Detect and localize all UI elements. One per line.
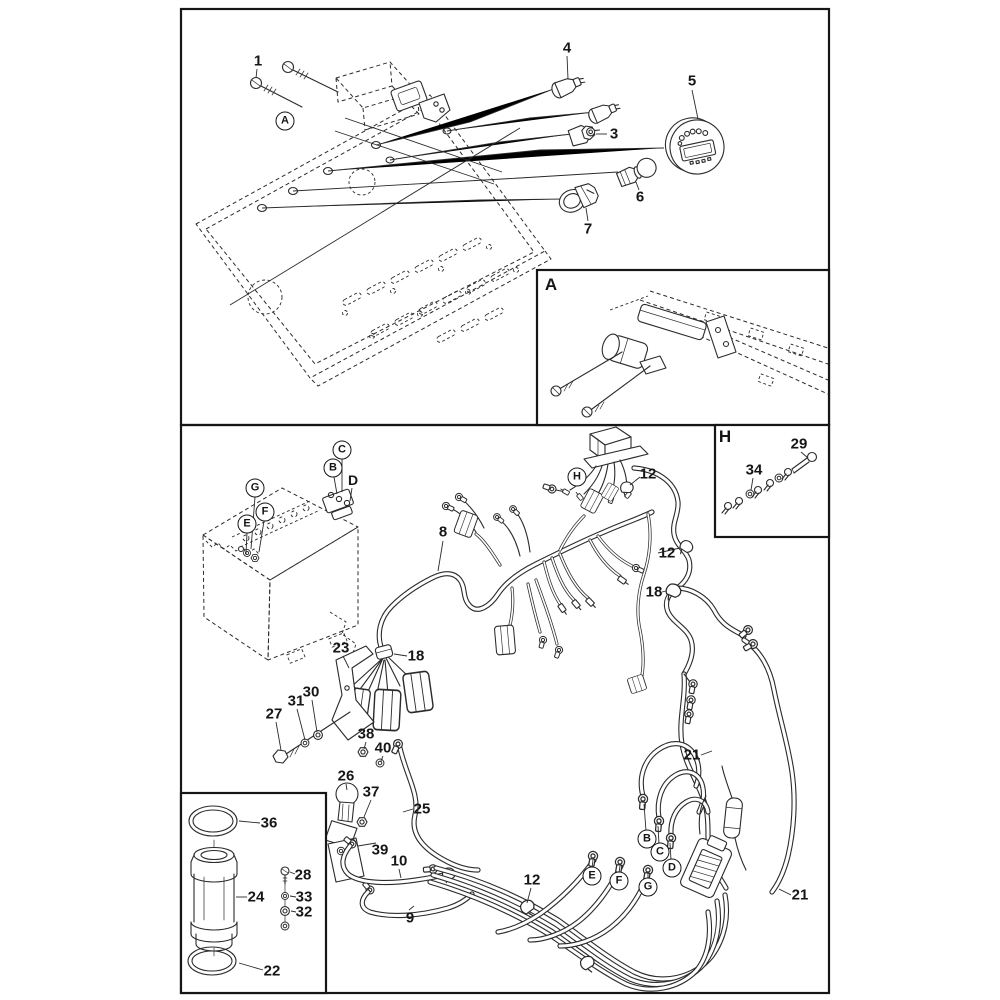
callout-26: 26: [337, 767, 355, 785]
gauge-5: [660, 112, 729, 180]
callout-5: 5: [687, 72, 697, 90]
callout-circled-C: C: [651, 843, 670, 862]
callout-39: 39: [371, 841, 389, 859]
callout-4: 4: [562, 39, 572, 57]
callout-34: 34: [745, 461, 763, 479]
callout-25: 25: [413, 800, 431, 818]
callout-12: 12: [523, 871, 541, 889]
clamp-18: [375, 644, 394, 660]
callout-A: A: [544, 275, 558, 294]
battery-negative-terminal: [239, 547, 260, 562]
screw-1: [251, 78, 303, 108]
callout-22: 22: [263, 962, 281, 980]
switch-2: [587, 99, 622, 125]
callout-33: 33: [295, 888, 313, 906]
callout-40: 40: [374, 739, 392, 757]
callout-circled-F: F: [610, 872, 629, 891]
callout-12: 12: [639, 465, 657, 483]
console-panel: [196, 95, 551, 386]
callout-38: 38: [357, 725, 375, 743]
callout-37: 37: [362, 783, 380, 801]
screw-1b: [283, 62, 339, 93]
callout-18: 18: [645, 583, 663, 601]
harness-8: [343, 482, 652, 731]
callout-D: D: [347, 472, 359, 488]
callout-circled-H: H: [568, 468, 587, 487]
callout-12: 12: [658, 544, 676, 562]
callout-18: 18: [407, 647, 425, 665]
callout-circled-E: E: [238, 515, 257, 534]
callout-circled-C: C: [333, 441, 352, 460]
callout-circled-B: B: [638, 830, 657, 849]
callout-29: 29: [790, 435, 808, 453]
inset-a-border: [537, 270, 829, 425]
callout-36: 36: [260, 814, 278, 832]
bolt-27-washers: [273, 712, 350, 763]
callout-circled-E: E: [583, 867, 602, 886]
callout-27: 27: [265, 705, 283, 723]
callout-24: 24: [247, 888, 265, 906]
callout-circled-G: G: [639, 878, 658, 897]
callout-28: 28: [294, 866, 312, 884]
callout-circled-G: G: [246, 479, 265, 498]
callout-circled-F: F: [256, 503, 275, 522]
callout-circled-A: A: [276, 112, 295, 131]
callout-31: 31: [287, 692, 305, 710]
callout-circled-B: B: [324, 459, 343, 478]
callout-H: H: [718, 427, 732, 446]
callout-9: 9: [405, 909, 415, 927]
callout-7: 7: [583, 220, 593, 238]
callout-30: 30: [302, 683, 320, 701]
battery-positive-terminal: [322, 489, 354, 520]
stud-38-40-cable-25: [358, 738, 478, 870]
inset-filter-border: [181, 793, 326, 993]
callout-circled-D: D: [663, 859, 682, 878]
callout-32: 32: [295, 903, 313, 921]
callout-6: 6: [635, 188, 645, 206]
callout-3: 3: [609, 125, 619, 143]
battery: [203, 488, 358, 663]
callout-21: 21: [683, 746, 701, 764]
callout-1: 1: [253, 52, 263, 70]
switch-7: [556, 180, 601, 216]
callout-23: 23: [332, 639, 350, 657]
callout-8: 8: [438, 523, 448, 541]
callout-21: 21: [791, 886, 809, 904]
callout-10: 10: [390, 852, 408, 870]
knob-6: [615, 155, 659, 187]
